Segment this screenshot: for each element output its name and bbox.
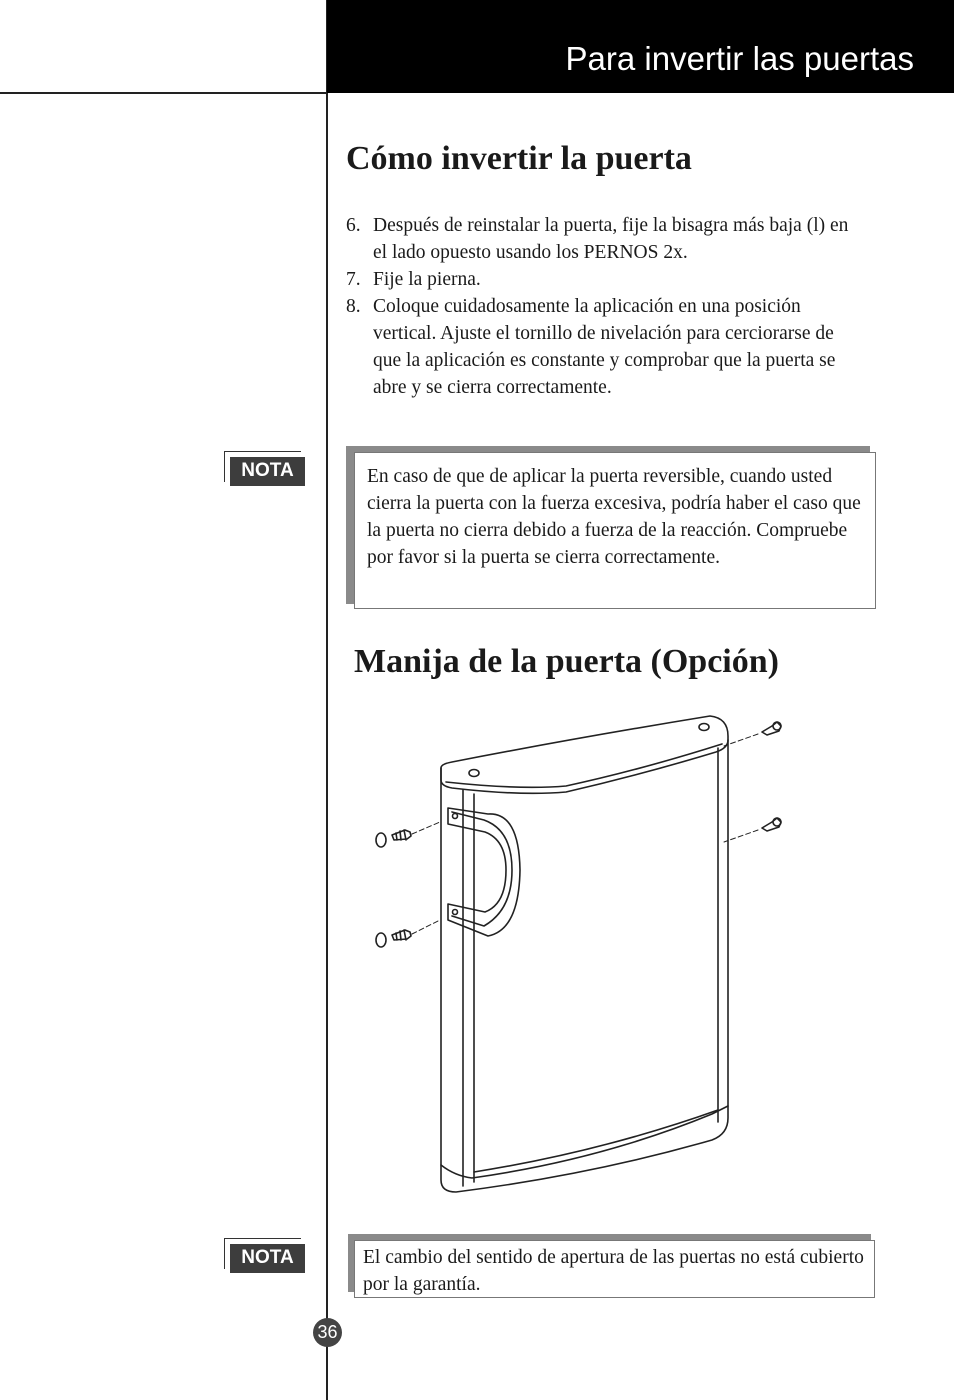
note-text-2: El cambio del sentido de apertura de las puertas no está cubierto por la garantía. <box>354 1240 875 1298</box>
note-text-1: En caso de que de aplicar la puerta reversible, cuando usted cierra la puerta con la fuerza excesiva, podría haber el caso que la puerta no cierra debido a fuerza de la reacción. Compruebe por favor si la puerta se cierra correctamente. <box>354 452 876 609</box>
step-text: Coloque cuidadosamente la aplicación en una posición vertical. Ajuste el tornillo de nivelación para cerciorarse de que la aplicación es constante y comprobar que la puerta se abre y se cierra correctamente. <box>373 296 836 398</box>
note-label-text: NOTA <box>230 1244 305 1273</box>
margin-vertical-rule <box>326 0 328 1400</box>
section-title-door-handle: Manija de la puerta (Opción) <box>354 643 779 680</box>
screws-left <box>376 822 440 947</box>
note-label-text: NOTA <box>230 457 305 486</box>
screws-right <box>724 722 781 842</box>
step-number: 6. <box>346 215 361 236</box>
step-number: 8. <box>346 296 361 317</box>
step-item <box>346 266 866 293</box>
note-box-1 <box>346 446 876 610</box>
steps-list <box>346 212 866 401</box>
margin-horizontal-rule <box>0 92 326 94</box>
note-box-2 <box>348 1234 875 1298</box>
step-item <box>346 212 866 266</box>
header-bar <box>327 0 954 93</box>
step-text: Después de reinstalar la puerta, fije la bisagra más baja (l) en el lado opuesto usando los PERNOS 2x. <box>373 215 849 263</box>
step-text: Fije la pierna. <box>373 269 481 290</box>
step-item <box>346 293 866 401</box>
note-label-2 <box>224 1238 301 1269</box>
note-label-1 <box>224 451 301 482</box>
handle-illustration <box>448 808 520 936</box>
door-handle-installation-diagram <box>360 705 800 1205</box>
section-title-invert-door: Cómo invertir la puerta <box>346 140 692 177</box>
header-title: Para invertir las puertas <box>565 40 914 77</box>
door-illustration <box>441 716 728 1192</box>
page-number: 36 <box>313 1318 342 1347</box>
step-number: 7. <box>346 269 361 290</box>
